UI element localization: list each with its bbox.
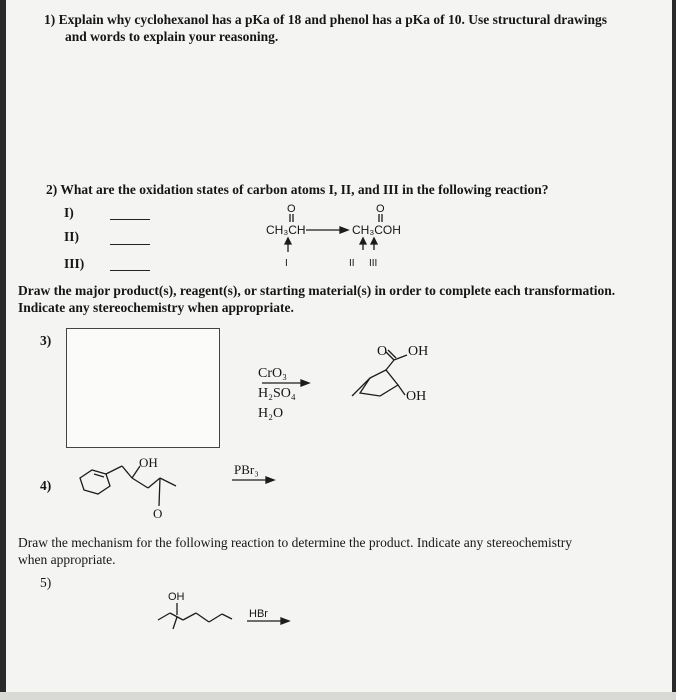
q4-starting-material <box>80 466 176 506</box>
q4-chain-4 <box>148 478 160 488</box>
q4-number: 4) <box>40 478 52 493</box>
carbon-mark-2: II <box>349 258 355 269</box>
q4-chain-5 <box>160 478 176 486</box>
q3-alcohol-bond <box>398 385 405 395</box>
q2-reaction-drawing <box>285 214 382 252</box>
q5-bond-1 <box>158 613 170 620</box>
carbon-mark-1: I <box>285 258 288 269</box>
q4-ring <box>80 470 110 494</box>
q3-product-structure <box>352 350 407 396</box>
q5-bond-4 <box>196 613 209 622</box>
q5-bond-6 <box>222 614 232 619</box>
q2-pointer-1-head <box>285 238 291 244</box>
q2-reactant-oxygen: O <box>287 203 296 215</box>
q2-arrowhead <box>340 227 348 233</box>
q5-methyl-bond <box>173 617 177 629</box>
q4-oh-bond <box>132 466 140 478</box>
q4-arrowhead <box>266 477 274 483</box>
q3-product-oxygen: O <box>377 344 388 359</box>
q3-carbonyl-bond-b <box>388 350 396 358</box>
q4-reagent: PBr₃ <box>234 462 259 477</box>
q4-ring-double-bond <box>94 474 104 477</box>
q4-carbonyl-bond <box>159 478 160 506</box>
q3-number: 3) <box>40 333 52 348</box>
q2-pointer-3-head <box>371 238 377 244</box>
q5-bond-5 <box>209 614 222 622</box>
q2-label-3: III) <box>64 256 85 271</box>
q1-line1: 1) Explain why cyclohexanol has a pKa of 18 and phenol has a pKa of 10. Use structural drawings <box>44 12 607 27</box>
q3-reagent-3: H₂O <box>258 406 284 421</box>
q5-starting-material <box>158 603 232 629</box>
q4-chain-1 <box>106 466 122 474</box>
q5-bond-3 <box>183 613 196 620</box>
q2-pointer-2-head <box>360 238 366 244</box>
q4-chain-2 <box>122 466 132 478</box>
q2-product-oxygen: O <box>376 203 385 215</box>
instructions-line2: Indicate any stereochemistry when appropriate. <box>18 300 294 315</box>
q3-product-oh-alcohol: OH <box>406 389 427 404</box>
q2-label-1: I) <box>64 205 74 220</box>
q3-arrowhead <box>301 380 309 386</box>
q3-carbonyl-bond-a <box>386 352 394 360</box>
q2-reactant: CH₃CH <box>266 223 306 237</box>
q5-number: 5) <box>40 575 52 590</box>
q3-reagent-2: H₂SO₄ <box>258 386 296 401</box>
q2-label-2: II) <box>64 229 80 244</box>
instructions-line1: Draw the major product(s), reagent(s), or starting material(s) in order to complete each transformation. <box>18 283 616 298</box>
q3-reagent-1: CrO₃ <box>258 366 287 381</box>
mechanism-line1: Draw the mechanism for the following reaction to determine the product. Indicate any stereochemistry <box>18 535 573 550</box>
q4-chain-3 <box>132 478 148 488</box>
q3-product-oh-acid: OH <box>408 344 429 359</box>
q2-product: CH₃COH <box>352 223 401 237</box>
q4-carbonyl-oxygen: O <box>153 506 163 521</box>
q5-reagent: HBr <box>249 608 268 620</box>
q1-line2: and words to explain your reasoning. <box>65 29 279 44</box>
q3-acid-carbon-bond <box>386 360 394 370</box>
q4-oh: OH <box>139 455 158 470</box>
mechanism-line2: when appropriate. <box>18 552 116 567</box>
q2-prompt: 2) What are the oxidation states of carbon atoms I, II, and III in the following reaction? <box>46 182 549 197</box>
q5-arrowhead <box>281 618 289 624</box>
q5-oh: OH <box>168 591 185 603</box>
carbon-mark-3: III <box>369 258 378 269</box>
